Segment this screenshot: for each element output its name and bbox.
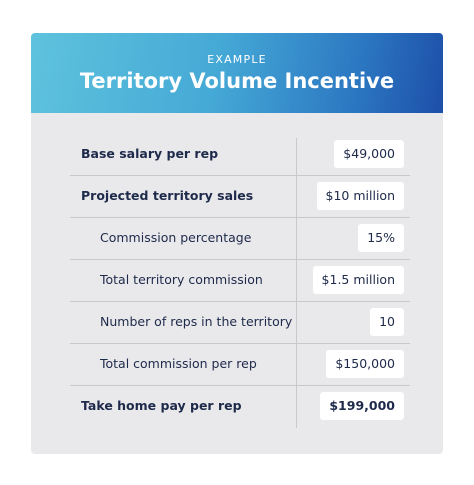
table-row-commission-per-rep: [70, 343, 410, 385]
table-row-base-salary: [70, 133, 410, 175]
row-label: Total territory commission: [100, 272, 263, 287]
table-row-commission-percentage: [70, 217, 410, 259]
table-row-total-territory-commission: [70, 259, 410, 301]
table-row-number-of-reps: [70, 301, 410, 343]
row-value: 10: [370, 308, 404, 336]
header-eyebrow: EXAMPLE: [207, 53, 267, 66]
row-value: $1.5 million: [313, 266, 404, 294]
row-label: Base salary per rep: [81, 146, 219, 161]
incentive-table: [70, 133, 410, 427]
card-header: [31, 33, 443, 113]
table-row-projected-sales: [70, 175, 410, 217]
row-value: $49,000: [334, 140, 404, 168]
row-label: Projected territory sales: [81, 188, 254, 203]
row-value: $199,000: [320, 392, 404, 420]
header-title: Territory Volume Incentive: [79, 69, 395, 93]
row-label: Take home pay per rep: [81, 398, 242, 413]
row-value: 15%: [358, 224, 404, 252]
row-value: $10 million: [317, 182, 404, 210]
row-value: $150,000: [326, 350, 404, 378]
row-label: Commission percentage: [100, 230, 252, 245]
table-row-take-home-pay: [70, 385, 410, 427]
row-label: Number of reps in the territory: [100, 314, 293, 329]
row-label: Total commission per rep: [100, 356, 257, 371]
